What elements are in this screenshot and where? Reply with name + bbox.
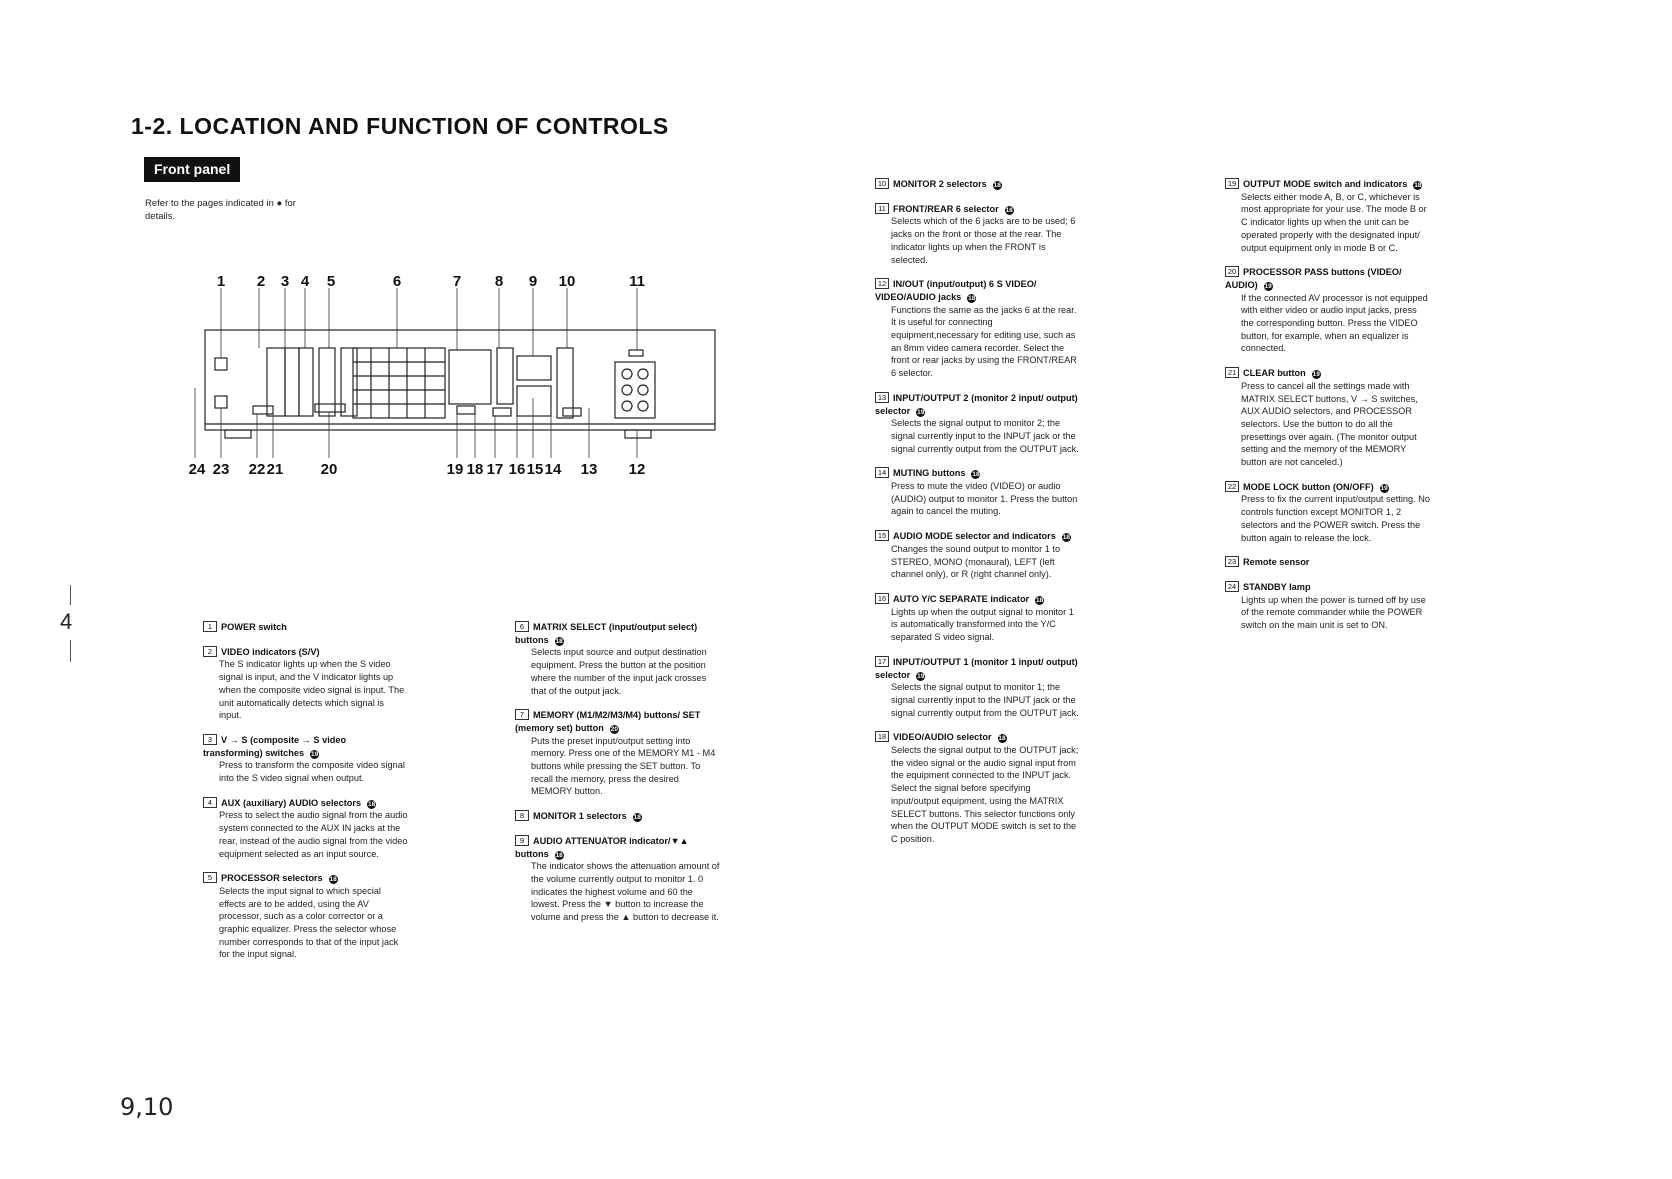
control-title: VIDEO/AUDIO selector [893,732,992,743]
control-heading [1225,367,1430,380]
control-title: MATRIX SELECT (input/output select) buttons [515,622,698,645]
control-description: Functions the same as the jacks 6 at the rear. It is useful for connecting equipment,necessary for editing use, such as an 8mm video camera recorder. Select the front or rear jacks by using the FRONT/REAR 6 selector. [891,304,1077,379]
control-heading [515,621,720,646]
panel-body [205,330,715,430]
control-number: 1 [203,621,217,632]
page-ref-icon: 20 [610,725,618,733]
control-heading [515,835,720,860]
control-title: AUTO Y/C SEPARATE indicator [893,593,1030,604]
control-entry-15 [875,530,1080,581]
control-heading [1225,481,1430,494]
callout-19: 19 [446,461,464,478]
remote-sensor-shape [215,396,227,408]
page-ref-icon: 18 [329,876,337,884]
control-title: MUTING buttons [893,468,966,479]
control-heading [203,734,408,759]
side-page-mark: 4 [60,609,73,634]
page-ref-icon: 18 [993,182,1001,189]
control-entry-16 [875,593,1080,644]
callout-14: 14 [544,461,562,478]
callout-17: 17 [486,461,504,478]
callout-9: 9 [528,273,538,290]
attenuator-display [517,356,551,380]
control-title: STANDBY lamp [1243,581,1311,592]
control-description: The indicator shows the attenuation amount of the volume currently output to monitor 1. 0 indicates the highest volume and 60 the lowest. Press the ▼ button to increase the volume and press the ▲ button to decrease it. [531,861,720,923]
control-title: VIDEO indicators (S/V) [221,646,320,657]
control-heading [875,656,1080,681]
power-switch-shape [215,358,227,370]
front-panel-badge: Front panel [144,157,240,182]
matrix-grid [353,348,445,418]
control-heading [203,646,408,659]
control-title: MONITOR 1 selectors [533,811,627,822]
control-heading [203,621,408,634]
control-entry-1 [203,621,408,634]
callout-6: 6 [392,273,402,290]
control-entry-24 [1225,581,1430,632]
control-number: 10 [875,178,889,189]
control-description: Selects the signal output to the OUTPUT jack; the video signal or the audio signal input from the equipment connected to the INPUT jack. Select the signal before specifying input/output equipment, using the MATRIX SELECT buttons. This selector functions only when the OUTPUT MODE switch is set to the C position. [891,745,1079,844]
callout-8: 8 [494,273,504,290]
control-description: Press to select the audio signal from the audio system connected to the AUX IN jacks at the rear, instead of the audio signal from the video equipment selected as an input source. [219,810,408,859]
control-entry-5 [203,872,408,961]
page-ref-icon: 18 [555,637,563,645]
control-heading [515,709,720,734]
front-panel-diagram [188,273,725,518]
control-heading [875,530,1080,543]
callout-20: 20 [320,461,338,478]
callout-24: 24 [188,461,206,478]
control-title: MONITOR 2 selectors [893,179,987,189]
callout-22: 22 [248,461,266,478]
control-number: 9 [515,835,529,846]
callout-21: 21 [266,461,284,478]
column-2 [515,621,720,936]
control-title: POWER switch [221,622,287,632]
side-rule-bottom [70,640,71,662]
control-description: Selects input source and output destination equipment. Press the button at the position where the number of the input jack crosses that of the output jack. [531,647,707,696]
control-entry-20 [1225,266,1430,355]
callout-1: 1 [216,273,226,290]
control-entry-22 [1225,481,1430,545]
control-description: Selects either mode A, B, or C, whichever is most appropriate for your use. The mode B or C indicator lights up when the unit can be operated properly with the designated input/ output equipment only in mode B or C. [1241,191,1427,253]
callout-23: 23 [212,461,230,478]
control-heading [1225,266,1430,291]
control-entry-9 [515,835,720,924]
page-ref-icon: 18 [1414,182,1422,189]
control-heading [875,593,1080,606]
control-entry-12 [875,278,1080,380]
control-number: 6 [515,621,529,632]
control-entry-8 [515,810,720,823]
control-title: MODE LOCK button (ON/OFF) [1243,481,1374,492]
control-description: Press to transform the composite video signal into the S video signal when output. [219,760,405,784]
control-description: If the connected AV processor is not equipped with either video or audio input jacks, press the corresponding button. Press the VIDEO button, for example, when an equalizer is connected. [1241,292,1428,354]
control-number: 19 [1225,178,1239,189]
control-number: 15 [875,530,889,541]
control-entry-6 [515,621,720,697]
control-entry-23 [1225,556,1430,569]
control-number: 2 [203,646,217,657]
control-number: 22 [1225,481,1239,492]
page-ref-icon: 18 [633,814,641,822]
control-description: Lights up when the output signal to monitor 1 is automatically transformed into the Y/C separated S video signal. [891,606,1074,643]
side-rule-top [70,585,71,605]
control-entry-13 [875,392,1080,456]
control-heading [1225,581,1430,594]
control-title: INPUT/OUTPUT 1 (monitor 1 input/ output) selector [875,656,1078,680]
page-title: 1-2. LOCATION AND FUNCTION OF CONTROLS [131,113,669,139]
control-entry-14 [875,467,1080,518]
column-3 [875,178,1080,858]
control-description: Changes the sound output to monitor 1 to STEREO, MONO (monaural), LEFT (left channel only), or R (right channel only). [891,543,1061,580]
control-description: Selects the signal output to monitor 2; the signal currently input to the INPUT jack or the signal currently output from the OUTPUT jack. [891,418,1079,454]
callout-12: 12 [628,461,646,478]
control-number: 13 [875,392,889,403]
control-title: MEMORY (M1/M2/M3/M4) buttons/ SET (memory set) button [515,710,701,733]
control-title: AUDIO MODE selector and indicators [893,531,1056,542]
callout-18: 18 [466,461,484,478]
control-entry-17 [875,656,1080,720]
control-number: 16 [875,593,889,604]
control-title: OUTPUT MODE switch and indicators [1243,179,1408,189]
callout-15: 15 [526,461,544,478]
control-description: Selects which of the 6 jacks are to be used; 6 jacks on the front or those at the rear. The indicator lights up when the FRONT is selected. [891,216,1076,265]
control-entry-18 [875,731,1080,845]
control-heading [875,392,1080,417]
front-jacks [615,362,655,418]
page-ref-icon: 19 [917,408,925,416]
control-title: AUDIO ATTENUATOR indicator/▼▲ buttons [515,835,689,859]
page-ref-icon: 19 [917,672,925,680]
column-4 [1225,178,1430,644]
control-number: 18 [875,731,889,742]
callout-4: 4 [300,273,310,290]
column-1 [203,621,408,973]
control-description: Puts the preset input/output setting into memory. Press one of the MEMORY M1 - M4 buttons while pressing the SET button. To recall the memory, press the desired MEMORY button. [531,735,716,797]
control-number: 8 [515,810,529,821]
control-number: 20 [1225,266,1239,277]
control-heading [1225,556,1430,569]
control-entry-7 [515,709,720,798]
control-entry-2 [203,646,408,722]
callout-3: 3 [280,273,290,290]
callout-10: 10 [558,273,576,290]
control-number: 3 [203,734,217,745]
control-entry-4 [203,797,408,861]
control-title: INPUT/OUTPUT 2 (monitor 2 input/ output) selector [875,392,1078,416]
callout-16: 16 [508,461,526,478]
control-heading [875,731,1080,744]
panel-foot-right [625,430,651,438]
page-ref-icon: 19 [1264,282,1272,290]
control-description: Press to cancel all the settings made with MATRIX SELECT buttons, V → S switches, AUX AUDIO selectors, and PROCESSOR selectors. Use the button to do all the presettings over again. (The monitor output setting and the memory of the MEMORY button are not canceled.) [1241,380,1418,468]
page-number: 9,10 [120,1093,174,1121]
control-description: Press to fix the current input/output setting. No controls function except MONITOR 1, 2 selectors and the POWER switch. Press the button again to release the lock. [1241,494,1430,543]
control-heading [1225,178,1430,191]
control-title: PROCESSOR selectors [221,873,323,884]
control-title: V → S (composite → S video transforming) switches [203,734,347,758]
control-title: FRONT/REAR 6 selector [893,203,999,214]
page-ref-icon: 18 [1062,534,1070,542]
control-entry-21 [1225,367,1430,469]
control-number: 24 [1225,581,1239,592]
control-description: Press to mute the video (VIDEO) or audio (AUDIO) output to monitor 1. Press the button again to cancel the muting. [891,481,1078,517]
control-number: 17 [875,656,889,667]
control-number: 23 [1225,556,1239,567]
control-description: The S indicator lights up when the S video signal is input, and the V indicator lights up when the composite video signal is input. The unit automatically detects which signal is input. [219,659,405,721]
control-heading [875,178,1080,191]
control-number: 12 [875,278,889,289]
control-heading [203,797,408,810]
control-title: AUX (auxiliary) AUDIO selectors [221,797,362,808]
control-description: Lights up when the power is turned off by use of the remote commander while the POWER switch on the main unit is set to ON. [1241,594,1426,631]
page-ref-icon: 18 [968,294,976,302]
control-number: 11 [875,203,889,214]
control-entry-11 [875,203,1080,267]
page-ref-icon: 18 [555,851,563,859]
page-ref-icon: 18 [998,735,1006,743]
panel-foot-left [225,430,251,438]
refer-note: Refer to the pages indicated in ● for details. [145,198,296,222]
control-entry-10 [875,178,1080,191]
control-title: Remote sensor [1243,557,1310,568]
control-title: CLEAR button [1243,368,1306,379]
callout-7: 7 [452,273,462,290]
control-description: Selects the input signal to which special effects are to be added, using the AV processor, such as a color corrector or a graphic equalizer. Press the selector whose number corresponds to that of the input jack for the input signal. [219,885,399,960]
control-heading [515,810,720,823]
control-number: 7 [515,709,529,720]
page-ref-icon: 18 [367,800,376,808]
callout-5: 5 [326,273,336,290]
control-description: Selects the signal output to monitor 1; the signal currently input to the INPUT jack or the signal currently output from the OUTPUT jack. [891,682,1079,718]
page-ref-icon: 18 [1005,206,1013,214]
page-ref-icon: 19 [1312,371,1320,379]
page-ref-icon: 19 [1380,484,1388,492]
control-entry-3 [203,734,408,785]
control-title: IN/OUT (input/output) 6 S VIDEO/ VIDEO/AUDIO jacks [875,279,1037,302]
control-entry-19 [1225,178,1430,254]
control-number: 5 [203,872,217,883]
control-title: PROCESSOR PASS buttons (VIDEO/ AUDIO) [1225,267,1402,290]
control-number: 4 [203,797,217,808]
control-number: 21 [1225,367,1239,378]
control-heading [875,278,1080,303]
callout-13: 13 [580,461,598,478]
callout-2: 2 [256,273,266,290]
control-heading [875,203,1080,216]
page-ref-icon: 18 [972,471,980,479]
page-ref-icon: 19 [310,750,319,758]
control-heading [875,467,1080,480]
control-heading [203,872,408,885]
page-ref-icon: 18 [1036,596,1044,604]
control-number: 14 [875,467,889,478]
callout-11: 11 [629,273,645,290]
